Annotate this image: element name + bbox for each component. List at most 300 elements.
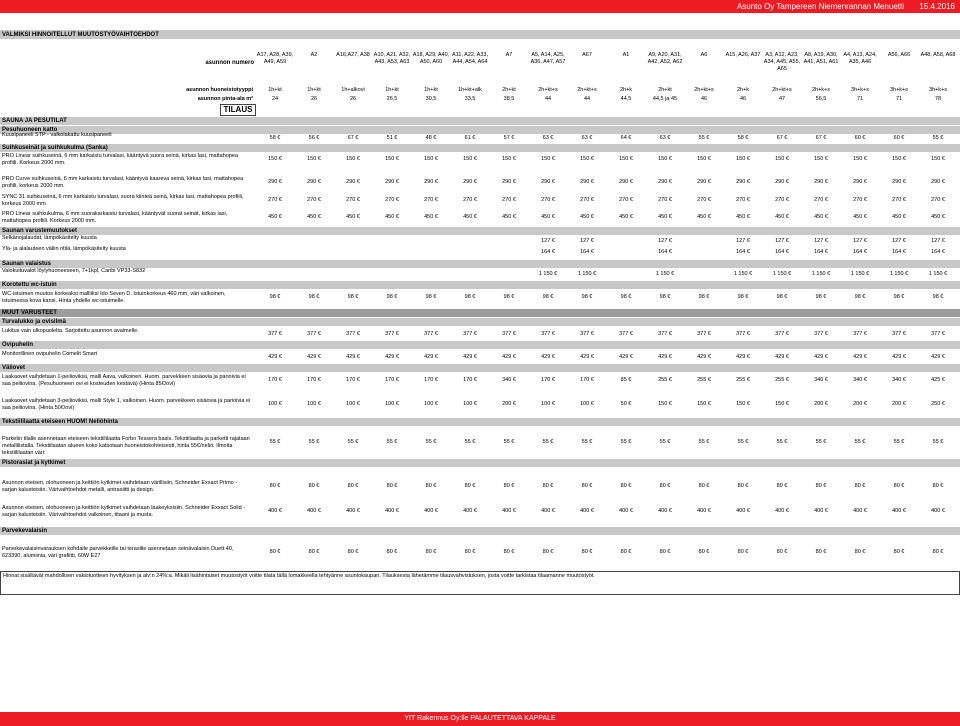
- price-cell[interactable]: 270 €: [658, 197, 672, 203]
- price-cell[interactable]: 450 €: [658, 214, 672, 220]
- price-cell[interactable]: 80 €: [932, 483, 944, 489]
- apartment-column-header: A56, A66: [887, 52, 911, 58]
- price-cell[interactable]: 150 €: [385, 156, 399, 162]
- price-cell[interactable]: 80 €: [386, 549, 398, 555]
- price-cell[interactable]: 429 €: [424, 354, 438, 360]
- price-cell[interactable]: 429 €: [658, 354, 672, 360]
- price-cell[interactable]: 55 €: [698, 439, 710, 445]
- price-cell[interactable]: 290 €: [268, 179, 282, 185]
- price-cell[interactable]: 100 €: [268, 401, 282, 407]
- price-cell[interactable]: 255 €: [697, 377, 711, 383]
- price-cell[interactable]: 55 €: [815, 439, 827, 445]
- price-cell[interactable]: 400 €: [424, 508, 438, 514]
- price-cell[interactable]: 377 €: [853, 331, 867, 337]
- price-cell[interactable]: 450 €: [619, 214, 633, 220]
- price-cell[interactable]: 98 €: [932, 294, 944, 300]
- price-cell[interactable]: 55 €: [932, 135, 944, 141]
- price-cell[interactable]: 270 €: [385, 197, 399, 203]
- price-cell[interactable]: 255 €: [775, 377, 789, 383]
- price-cell[interactable]: 377 €: [463, 331, 477, 337]
- price-cell[interactable]: 340 €: [892, 377, 906, 383]
- price-cell[interactable]: 98 €: [698, 294, 710, 300]
- price-cell[interactable]: 429 €: [736, 354, 750, 360]
- apartment-type: 2h+kt+s: [772, 87, 792, 93]
- price-cell[interactable]: 57 €: [503, 135, 515, 141]
- price-cell[interactable]: 80 €: [776, 483, 788, 489]
- price-cell[interactable]: 450 €: [814, 214, 828, 220]
- price-cell[interactable]: 80 €: [269, 549, 281, 555]
- price-cell[interactable]: 98 €: [854, 294, 866, 300]
- price-cell[interactable]: 55 €: [347, 439, 359, 445]
- price-cell[interactable]: 150 €: [463, 156, 477, 162]
- price-cell[interactable]: 429 €: [814, 354, 828, 360]
- price-cell[interactable]: 61 €: [464, 135, 476, 141]
- price-cell[interactable]: 80 €: [542, 483, 554, 489]
- price-cell[interactable]: 377 €: [307, 331, 321, 337]
- price-cell[interactable]: 270 €: [463, 197, 477, 203]
- price-cell[interactable]: 425 €: [931, 377, 945, 383]
- price-cell[interactable]: 400 €: [580, 508, 594, 514]
- price-cell[interactable]: 290 €: [463, 179, 477, 185]
- price-cell[interactable]: 429 €: [892, 354, 906, 360]
- price-cell[interactable]: 127 €: [775, 238, 789, 244]
- price-cell[interactable]: 80 €: [386, 483, 398, 489]
- price-cell[interactable]: 450 €: [502, 214, 516, 220]
- price-cell[interactable]: 170 €: [268, 377, 282, 383]
- price-cell[interactable]: 98 €: [659, 294, 671, 300]
- price-cell[interactable]: 400 €: [931, 508, 945, 514]
- price-cell[interactable]: 127 €: [931, 238, 945, 244]
- price-cell[interactable]: 98 €: [620, 294, 632, 300]
- price-cell[interactable]: 377 €: [619, 331, 633, 337]
- price-cell[interactable]: 1 150 €: [733, 271, 753, 277]
- price-cell[interactable]: 270 €: [541, 197, 555, 203]
- price-cell[interactable]: 55 €: [737, 439, 749, 445]
- price-cell[interactable]: 100 €: [580, 401, 594, 407]
- price-cell[interactable]: 270 €: [268, 197, 282, 203]
- price-cell[interactable]: 450 €: [736, 214, 750, 220]
- price-cell[interactable]: 1 150 €: [772, 271, 792, 277]
- price-cell[interactable]: 290 €: [307, 179, 321, 185]
- price-cell[interactable]: 290 €: [931, 179, 945, 185]
- price-cell[interactable]: 290 €: [814, 179, 828, 185]
- price-cell[interactable]: 80 €: [737, 549, 749, 555]
- price-cell[interactable]: 450 €: [346, 214, 360, 220]
- price-cell[interactable]: 150 €: [658, 156, 672, 162]
- price-cell[interactable]: 450 €: [892, 214, 906, 220]
- price-cell[interactable]: 1 150 €: [889, 271, 909, 277]
- price-cell[interactable]: 377 €: [502, 331, 516, 337]
- price-cell[interactable]: 270 €: [814, 197, 828, 203]
- price-cell[interactable]: 98 €: [581, 294, 593, 300]
- price-cell[interactable]: 400 €: [658, 508, 672, 514]
- price-cell[interactable]: 100 €: [541, 401, 555, 407]
- price-cell[interactable]: 290 €: [385, 179, 399, 185]
- price-cell[interactable]: 150 €: [424, 156, 438, 162]
- price-cell[interactable]: 127 €: [814, 238, 828, 244]
- price-cell[interactable]: 55 €: [503, 439, 515, 445]
- price-cell[interactable]: 150 €: [775, 156, 789, 162]
- price-cell[interactable]: 450 €: [541, 214, 555, 220]
- price-cell[interactable]: 255 €: [658, 377, 672, 383]
- price-cell[interactable]: 290 €: [892, 179, 906, 185]
- price-cell[interactable]: 63 €: [659, 135, 671, 141]
- price-cell[interactable]: 400 €: [463, 508, 477, 514]
- apartment-type: 2h+kt+s: [577, 87, 597, 93]
- price-cell[interactable]: 400 €: [853, 508, 867, 514]
- price-cell[interactable]: 270 €: [931, 197, 945, 203]
- apartment-type: 3h+k+s: [928, 87, 948, 93]
- price-cell[interactable]: 429 €: [307, 354, 321, 360]
- price-cell[interactable]: 290 €: [658, 179, 672, 185]
- price-cell[interactable]: 340 €: [853, 377, 867, 383]
- price-cell[interactable]: 127 €: [892, 238, 906, 244]
- price-cell[interactable]: 270 €: [619, 197, 633, 203]
- price-cell[interactable]: 290 €: [853, 179, 867, 185]
- price-cell[interactable]: 340 €: [502, 377, 516, 383]
- price-cell[interactable]: 450 €: [268, 214, 282, 220]
- section-band: [0, 459, 960, 467]
- price-cell[interactable]: 400 €: [268, 508, 282, 514]
- price-cell[interactable]: 55 €: [308, 439, 320, 445]
- price-cell[interactable]: 80 €: [347, 483, 359, 489]
- price-cell[interactable]: 400 €: [775, 508, 789, 514]
- price-cell[interactable]: 164 €: [775, 249, 789, 255]
- price-cell[interactable]: 150 €: [619, 156, 633, 162]
- section-title: Korotettu wc-istuin: [2, 282, 57, 288]
- price-cell[interactable]: 150 €: [268, 156, 282, 162]
- price-cell[interactable]: 150 €: [346, 156, 360, 162]
- section-band: [0, 309, 960, 317]
- price-cell[interactable]: 1 150 €: [538, 271, 558, 277]
- price-cell[interactable]: 100 €: [385, 401, 399, 407]
- price-cell[interactable]: 377 €: [736, 331, 750, 337]
- price-cell[interactable]: 429 €: [346, 354, 360, 360]
- price-cell[interactable]: 377 €: [697, 331, 711, 337]
- price-cell[interactable]: 51 €: [386, 135, 398, 141]
- price-cell[interactable]: 150 €: [892, 156, 906, 162]
- price-cell[interactable]: 270 €: [736, 197, 750, 203]
- price-cell[interactable]: 377 €: [268, 331, 282, 337]
- price-cell[interactable]: 400 €: [892, 508, 906, 514]
- price-cell[interactable]: 200 €: [892, 401, 906, 407]
- price-cell[interactable]: 450 €: [853, 214, 867, 220]
- price-cell[interactable]: 377 €: [892, 331, 906, 337]
- price-cell[interactable]: 98 €: [464, 294, 476, 300]
- price-cell[interactable]: 55 €: [425, 439, 437, 445]
- price-cell[interactable]: 80 €: [776, 549, 788, 555]
- price-cell[interactable]: 270 €: [853, 197, 867, 203]
- price-cell[interactable]: 170 €: [346, 377, 360, 383]
- price-cell[interactable]: 67 €: [815, 135, 827, 141]
- price-cell[interactable]: 100 €: [424, 401, 438, 407]
- price-cell[interactable]: 255 €: [736, 377, 750, 383]
- price-cell[interactable]: 80 €: [542, 549, 554, 555]
- price-cell[interactable]: 150 €: [307, 156, 321, 162]
- apartment-type: 2h+k: [736, 87, 750, 93]
- price-cell[interactable]: 290 €: [736, 179, 750, 185]
- price-cell[interactable]: 400 €: [346, 508, 360, 514]
- price-cell[interactable]: 164 €: [853, 249, 867, 255]
- price-cell[interactable]: 80 €: [659, 483, 671, 489]
- price-cell[interactable]: 80 €: [698, 483, 710, 489]
- price-cell[interactable]: 450 €: [307, 214, 321, 220]
- price-cell[interactable]: 67 €: [776, 135, 788, 141]
- price-cell[interactable]: 429 €: [697, 354, 711, 360]
- price-cell[interactable]: 80 €: [737, 483, 749, 489]
- price-cell[interactable]: 200 €: [814, 401, 828, 407]
- price-cell[interactable]: 1 150 €: [928, 271, 948, 277]
- price-cell[interactable]: 80 €: [698, 549, 710, 555]
- price-cell[interactable]: 400 €: [736, 508, 750, 514]
- price-cell[interactable]: 150 €: [814, 156, 828, 162]
- price-cell[interactable]: 164 €: [931, 249, 945, 255]
- price-cell[interactable]: 400 €: [385, 508, 399, 514]
- price-cell[interactable]: 60 €: [854, 135, 866, 141]
- price-cell[interactable]: 80 €: [464, 483, 476, 489]
- price-cell[interactable]: 80 €: [347, 549, 359, 555]
- price-cell[interactable]: 450 €: [424, 214, 438, 220]
- price-cell[interactable]: 400 €: [541, 508, 555, 514]
- price-cell[interactable]: 270 €: [307, 197, 321, 203]
- price-cell[interactable]: 150 €: [736, 156, 750, 162]
- price-cell[interactable]: 80 €: [581, 483, 593, 489]
- price-cell[interactable]: 98 €: [347, 294, 359, 300]
- price-cell[interactable]: 200 €: [853, 401, 867, 407]
- price-cell[interactable]: 290 €: [502, 179, 516, 185]
- price-cell[interactable]: 80 €: [659, 549, 671, 555]
- price-cell[interactable]: 164 €: [814, 249, 828, 255]
- price-cell[interactable]: 1 150 €: [577, 271, 597, 277]
- price-cell[interactable]: 55 €: [269, 439, 281, 445]
- price-cell[interactable]: 58 €: [737, 135, 749, 141]
- price-cell[interactable]: 58 €: [269, 135, 281, 141]
- price-cell[interactable]: 127 €: [580, 238, 594, 244]
- price-cell[interactable]: 450 €: [775, 214, 789, 220]
- order-box[interactable]: TILAUS: [220, 104, 256, 116]
- price-cell[interactable]: 429 €: [268, 354, 282, 360]
- price-cell[interactable]: 377 €: [814, 331, 828, 337]
- price-cell[interactable]: 80 €: [620, 483, 632, 489]
- price-cell[interactable]: 400 €: [697, 508, 711, 514]
- price-cell[interactable]: 200 €: [502, 401, 516, 407]
- price-cell[interactable]: 100 €: [463, 401, 477, 407]
- price-cell[interactable]: 80 €: [893, 483, 905, 489]
- price-cell[interactable]: 170 €: [424, 377, 438, 383]
- price-cell[interactable]: 290 €: [619, 179, 633, 185]
- price-cell[interactable]: 64 €: [620, 135, 632, 141]
- price-cell[interactable]: 100 €: [307, 401, 321, 407]
- price-cell[interactable]: 429 €: [502, 354, 516, 360]
- price-cell[interactable]: 270 €: [502, 197, 516, 203]
- price-cell[interactable]: 429 €: [775, 354, 789, 360]
- price-cell[interactable]: 429 €: [385, 354, 399, 360]
- price-cell[interactable]: 80 €: [932, 549, 944, 555]
- price-cell[interactable]: 56 €: [308, 135, 320, 141]
- price-cell[interactable]: 170 €: [463, 377, 477, 383]
- price-cell[interactable]: 85 €: [620, 377, 632, 383]
- price-cell[interactable]: 98 €: [269, 294, 281, 300]
- price-cell[interactable]: 164 €: [658, 249, 672, 255]
- price-cell[interactable]: 290 €: [424, 179, 438, 185]
- apartment-type: 1h+kt: [424, 87, 438, 93]
- price-cell[interactable]: 170 €: [307, 377, 321, 383]
- price-cell[interactable]: 429 €: [463, 354, 477, 360]
- price-cell[interactable]: 377 €: [775, 331, 789, 337]
- price-cell[interactable]: 48 €: [425, 135, 437, 141]
- price-cell[interactable]: 98 €: [542, 294, 554, 300]
- price-cell[interactable]: 150 €: [697, 401, 711, 407]
- price-cell[interactable]: 80 €: [308, 483, 320, 489]
- price-cell[interactable]: 1 150 €: [655, 271, 675, 277]
- price-cell[interactable]: 270 €: [346, 197, 360, 203]
- price-cell[interactable]: 450 €: [697, 214, 711, 220]
- price-cell[interactable]: 150 €: [541, 156, 555, 162]
- price-cell[interactable]: 1 150 €: [811, 271, 831, 277]
- price-cell[interactable]: 290 €: [346, 179, 360, 185]
- price-cell[interactable]: 377 €: [580, 331, 594, 337]
- price-cell[interactable]: 55 €: [581, 439, 593, 445]
- price-cell[interactable]: 377 €: [385, 331, 399, 337]
- price-cell[interactable]: 400 €: [307, 508, 321, 514]
- price-cell[interactable]: 150 €: [580, 156, 594, 162]
- price-cell[interactable]: 60 €: [893, 135, 905, 141]
- price-cell[interactable]: 429 €: [619, 354, 633, 360]
- price-cell[interactable]: 127 €: [541, 238, 555, 244]
- section-title: MUUT VARUSTEET: [2, 310, 57, 316]
- price-cell[interactable]: 450 €: [385, 214, 399, 220]
- price-cell[interactable]: 150 €: [658, 401, 672, 407]
- price-cell[interactable]: 55 €: [932, 439, 944, 445]
- price-cell[interactable]: 377 €: [424, 331, 438, 337]
- price-cell[interactable]: 164 €: [736, 249, 750, 255]
- item-description: Parketin tilalle asennetaan eteiseen tekstiililaatta Forbo Tessera basis. Tekstiilaatta ja parketti rajataan metallilistalla. Tekstiilaatan alueen koko katsotaan huoneistokohteisesti, hinta 55€/neliö. Ilmoita tekstiililaatan väri:: [2, 436, 250, 456]
- project-title: Asunto Oy Tampereen Niemenrannan Menuetti: [736, 2, 904, 11]
- price-cell[interactable]: 164 €: [541, 249, 555, 255]
- price-cell[interactable]: 98 €: [308, 294, 320, 300]
- price-cell[interactable]: 55 €: [542, 439, 554, 445]
- price-cell[interactable]: 150 €: [775, 401, 789, 407]
- price-cell[interactable]: 250 €: [931, 401, 945, 407]
- price-cell[interactable]: 270 €: [892, 197, 906, 203]
- section-title: Turvalukko ja ovisilmä: [2, 319, 66, 325]
- price-cell[interactable]: 400 €: [814, 508, 828, 514]
- price-cell[interactable]: 80 €: [854, 483, 866, 489]
- price-cell[interactable]: 1 150 €: [850, 271, 870, 277]
- section-band: [0, 281, 960, 289]
- price-cell[interactable]: 80 €: [464, 549, 476, 555]
- price-cell[interactable]: 127 €: [736, 238, 750, 244]
- price-cell[interactable]: 80 €: [893, 549, 905, 555]
- price-cell[interactable]: 164 €: [892, 249, 906, 255]
- price-cell[interactable]: 55 €: [893, 439, 905, 445]
- price-cell[interactable]: 429 €: [853, 354, 867, 360]
- price-cell[interactable]: 150 €: [697, 156, 711, 162]
- price-cell[interactable]: 98 €: [893, 294, 905, 300]
- price-cell[interactable]: 55 €: [464, 439, 476, 445]
- price-cell[interactable]: 80 €: [620, 549, 632, 555]
- price-cell[interactable]: 80 €: [308, 549, 320, 555]
- price-cell[interactable]: 63 €: [581, 135, 593, 141]
- price-cell[interactable]: 55 €: [620, 439, 632, 445]
- price-cell[interactable]: 55 €: [776, 439, 788, 445]
- price-cell[interactable]: 80 €: [425, 549, 437, 555]
- price-cell[interactable]: 150 €: [502, 156, 516, 162]
- price-cell[interactable]: 270 €: [424, 197, 438, 203]
- price-cell[interactable]: 377 €: [931, 331, 945, 337]
- price-cell[interactable]: 450 €: [931, 214, 945, 220]
- price-cell[interactable]: 270 €: [775, 197, 789, 203]
- price-cell[interactable]: 80 €: [269, 483, 281, 489]
- price-cell[interactable]: 98 €: [503, 294, 515, 300]
- price-cell[interactable]: 80 €: [503, 483, 515, 489]
- price-cell[interactable]: 150 €: [931, 156, 945, 162]
- price-cell[interactable]: 67 €: [347, 135, 359, 141]
- price-cell[interactable]: 127 €: [853, 238, 867, 244]
- price-cell[interactable]: 290 €: [697, 179, 711, 185]
- price-cell[interactable]: 150 €: [853, 156, 867, 162]
- price-cell[interactable]: 80 €: [815, 483, 827, 489]
- price-cell[interactable]: 429 €: [931, 354, 945, 360]
- price-cell[interactable]: 80 €: [425, 483, 437, 489]
- price-cell[interactable]: 170 €: [541, 377, 555, 383]
- item-description: Monitorillinen ovipuhelin Comelit Smart: [2, 351, 98, 357]
- section-band: [0, 260, 960, 268]
- price-cell[interactable]: 63 €: [542, 135, 554, 141]
- price-cell[interactable]: 270 €: [580, 197, 594, 203]
- price-cell[interactable]: 98 €: [386, 294, 398, 300]
- price-cell[interactable]: 80 €: [854, 549, 866, 555]
- apartment-no-label: asunnon numero: [205, 60, 254, 66]
- price-cell[interactable]: 98 €: [776, 294, 788, 300]
- price-cell[interactable]: 98 €: [815, 294, 827, 300]
- price-cell[interactable]: 127 €: [658, 238, 672, 244]
- price-cell[interactable]: 400 €: [502, 508, 516, 514]
- price-cell[interactable]: 377 €: [541, 331, 555, 337]
- price-cell[interactable]: 100 €: [346, 401, 360, 407]
- price-cell[interactable]: 80 €: [815, 549, 827, 555]
- price-cell[interactable]: 164 €: [580, 249, 594, 255]
- price-cell[interactable]: 50 €: [620, 401, 632, 407]
- price-cell[interactable]: 55 €: [659, 439, 671, 445]
- price-cell[interactable]: 290 €: [580, 179, 594, 185]
- price-cell[interactable]: 270 €: [697, 197, 711, 203]
- apartment-area: 44,5: [620, 96, 632, 102]
- price-cell[interactable]: 150 €: [736, 401, 750, 407]
- price-cell[interactable]: 429 €: [541, 354, 555, 360]
- price-cell[interactable]: 429 €: [580, 354, 594, 360]
- price-cell[interactable]: 80 €: [503, 549, 515, 555]
- price-cell[interactable]: 80 €: [581, 549, 593, 555]
- price-cell[interactable]: 400 €: [619, 508, 633, 514]
- price-cell[interactable]: 98 €: [737, 294, 749, 300]
- price-cell[interactable]: 55 €: [386, 439, 398, 445]
- price-cell[interactable]: 55 €: [854, 439, 866, 445]
- price-cell[interactable]: 377 €: [658, 331, 672, 337]
- price-cell[interactable]: 377 €: [346, 331, 360, 337]
- section-band: [0, 144, 960, 152]
- price-cell[interactable]: 290 €: [541, 179, 555, 185]
- price-cell[interactable]: 170 €: [580, 377, 594, 383]
- price-cell[interactable]: 55 €: [698, 135, 710, 141]
- price-cell[interactable]: 290 €: [775, 179, 789, 185]
- price-cell[interactable]: 450 €: [463, 214, 477, 220]
- price-cell[interactable]: 98 €: [425, 294, 437, 300]
- price-cell[interactable]: 340 €: [814, 377, 828, 383]
- price-cell[interactable]: 170 €: [385, 377, 399, 383]
- apartment-area: 56,5: [815, 96, 827, 102]
- price-cell[interactable]: 450 €: [580, 214, 594, 220]
